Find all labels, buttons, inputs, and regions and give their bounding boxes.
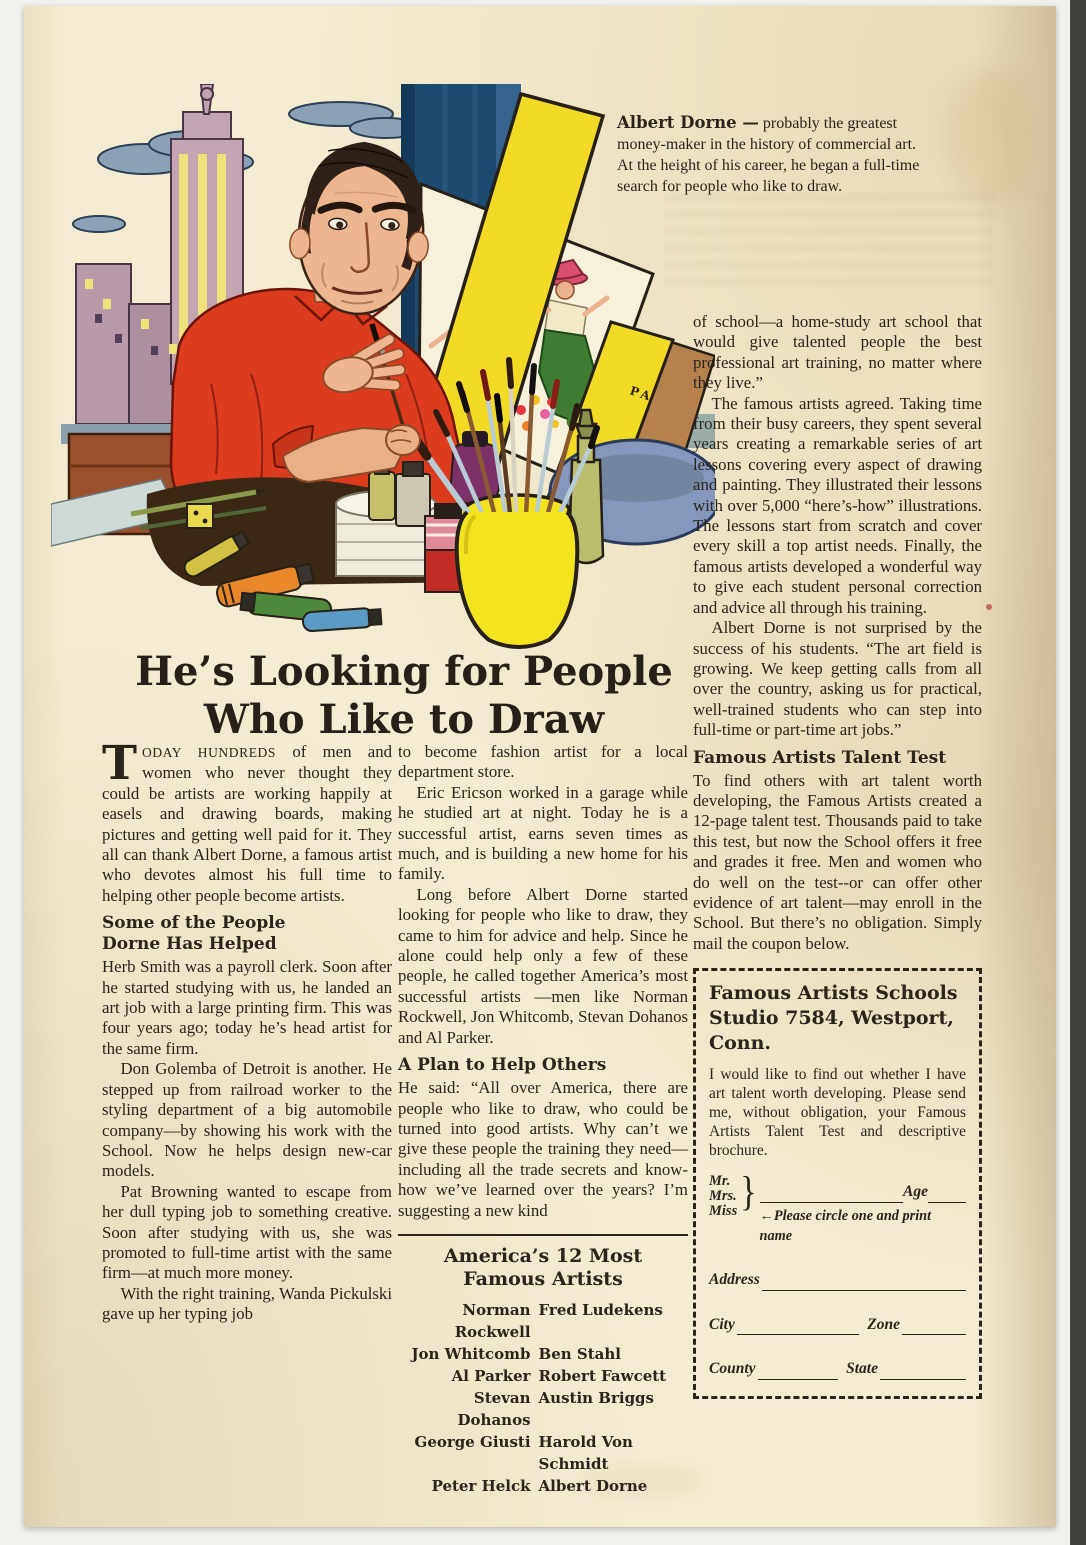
artist-row (398, 1343, 688, 1365)
county-label: County (709, 1360, 756, 1378)
pa-signature: PA (628, 383, 655, 405)
artist-name: Ben Stahl (538, 1344, 621, 1363)
column-right (693, 312, 982, 1399)
paragraph: Herb Smith was a payroll clerk. Soon after he started studying with us, he landed an art job with a large printing firm. This was four years ago; today he’s head artist for the same firm. (102, 957, 392, 1058)
photo-caption (617, 112, 933, 197)
paragraph: To find others with art talent worth developing, the Famous Artists created a 12-page talent test. Thousands paid to take this test, but now the School offers it free and grades it free. Men and women who do well on the test--or can offer other evidence of art talent—may enroll in the School. But there’s no obligation. Simply mail the coupon below. (693, 770, 982, 953)
artist-row (398, 1431, 688, 1475)
artist-name: Peter Helck (431, 1476, 531, 1495)
albert-dorne-illustration (51, 84, 715, 664)
subhead-line: Dorne Has Helped (102, 934, 277, 955)
dice-cube (187, 504, 213, 528)
advertisement-page (24, 6, 1056, 1527)
county-state-field-row (709, 1359, 966, 1379)
artist-name: Fred Ludekens (538, 1300, 663, 1319)
artist-name: Al Parker (451, 1366, 531, 1385)
city-blank-line (737, 1319, 859, 1335)
paper-stain (944, 66, 1034, 206)
name-blank-row (760, 1182, 966, 1202)
brush-jar (457, 512, 578, 647)
artist-row (398, 1387, 688, 1431)
prefix-mr: Mr. (709, 1173, 731, 1190)
state-label: State (846, 1360, 878, 1378)
city-zone-field-row (709, 1315, 966, 1335)
left-arrow-icon: ← (759, 1207, 774, 1224)
name-prefix-row (709, 1170, 966, 1246)
circle-instruction (760, 1206, 966, 1247)
paragraph (102, 736, 393, 906)
artist-name: Albert Dorne (538, 1476, 648, 1495)
artist-name: Austin Briggs (538, 1388, 654, 1407)
ink-speck (986, 604, 992, 610)
brace-glyph: } (740, 1170, 757, 1215)
prefix-mrs: Mrs. (709, 1188, 737, 1205)
artist-row (398, 1365, 688, 1387)
circle-note-text: Please circle one and print name (759, 1207, 932, 1244)
name-prefixes (709, 1174, 737, 1246)
paragraph: Albert Dorne is not surprised by the success of his students. “The art field is growing. We keep getting calls from all over the country, asking us for practical, well-trained students who can step into full-time or part-time art jobs.” (693, 618, 982, 740)
caption-body: probably the greatest money-maker in the history of commercial art. At the height of his career, he began a full-time search for people who like to draw. (617, 115, 920, 195)
city-label: City (709, 1315, 735, 1333)
coupon-title-line: Famous Artists Schools (709, 982, 958, 1005)
artist-name: Stevan Dohanos (457, 1388, 531, 1429)
section-subhead (102, 913, 392, 955)
paragraph: Long before Albert Dorne started looking for people who like to draw, they came to him for advice and help. Since he alone could help only a few of these people, he called together America’s most successful artists —men like Norman Rockwell, Jon Whitcomb, Stevan Dohanos and Al Parker. (398, 884, 688, 1047)
artists-table (398, 1299, 688, 1497)
column-left (102, 736, 393, 1325)
coupon-title-line: Studio 7584, Westport, Conn. (709, 1007, 954, 1055)
artist-name: Harold Von Schmidt (538, 1432, 633, 1473)
zone-label: Zone (867, 1315, 900, 1333)
paragraph: With the right training, Wanda Pickulski gave up her typing job (102, 1283, 392, 1324)
paragraph-text: of men and women who never thought they could be artists are working happily at easels and drawing boards, making pictures and getting well paid for it. They all can thank Albert Dorne, a famous artist who devotes almost his full time to helping other people become artists. (102, 742, 393, 905)
artist-name: Jon Whitcomb (411, 1344, 531, 1363)
paragraph: of school—a home-study art school that would give talented people the best professional art training, no matter where they live.” (693, 312, 982, 393)
paragraph: Eric Ericson worked in a garage while he studied art at night. Today he is a successful artist, earns seven times as much, and is building a new home for his family. (398, 782, 688, 884)
artist-row (398, 1299, 688, 1343)
coupon-body-text: I would like to find out whether I have art talent worth developing. Please send me, without obligation, your Famous Artists Talent Test and descriptive brochure. (709, 1066, 966, 1160)
subhead-line: Some of the People (102, 913, 286, 934)
artist-row (398, 1475, 688, 1497)
prefix-miss: Miss (709, 1203, 738, 1220)
coupon-title (709, 981, 966, 1056)
age-label: Age (903, 1183, 928, 1201)
famous-artists-list (398, 1234, 688, 1497)
paragraph: He said: “All over America, there are people who like to draw, who could be turned into good artists. Why can’t we give these people the training they need—including all the trade secrets and know-how we’ve learned over the years? I’m suggesting a new kind (398, 1078, 688, 1220)
age-blank-line (928, 1187, 966, 1203)
paragraph: to become fashion artist for a local department store. (398, 742, 688, 782)
artists-heading (398, 1245, 688, 1291)
page-title (84, 648, 724, 744)
headline-line2: Who Like to Draw (203, 696, 605, 743)
headline-line1: He’s Looking for People (135, 648, 673, 695)
artists-heading-line: America’s 12 Most (443, 1244, 643, 1267)
caption-lead: Albert Dorne — (617, 113, 759, 132)
name-line-area (760, 1174, 966, 1246)
county-blank-line (758, 1364, 839, 1380)
address-label: Address (709, 1271, 760, 1289)
zone-blank-line (902, 1319, 966, 1335)
small-caps-lead: ODAY HUNDREDS (141, 745, 277, 760)
drop-cap: T (102, 736, 137, 791)
mail-in-coupon (693, 968, 982, 1398)
artists-heading-line: Famous Artists (463, 1267, 623, 1290)
artist-name: Robert Fawcett (538, 1366, 667, 1385)
address-field-row (709, 1270, 966, 1290)
name-blank-line (760, 1187, 903, 1203)
address-blank-line (762, 1275, 966, 1291)
paragraph: Pat Browning wanted to escape from her dull typing job to something creative. Soon after studying with us, she was promoted to full-time artist with the same firm—at much more money. (102, 1181, 392, 1283)
paragraph: The famous artists agreed. Taking time from their busy careers, they spent several years creating a remarkable series of art lessons covering every aspect of drawing and painting. They illustrated their lessons with over 5,000 “here’s-how” illustrations. The lessons start from scratch and cover every skill a top artist needs. Finally, the famous artists developed a wonderful way to give each student personal correction and advice all through his training. (693, 393, 982, 617)
column-middle (398, 742, 688, 1497)
section-subhead: Famous Artists Talent Test (693, 747, 947, 768)
paragraph: Don Golemba of Detroit is another. He stepped up from railroad worker to the styling department of a big automobile company—by showing his work with the School. Now he helps design new-car models. (102, 1059, 392, 1181)
artist-name: George Giusti (414, 1432, 531, 1451)
section-subhead: A Plan to Help Others (398, 1055, 607, 1076)
artist-name: Norman Rockwell (454, 1300, 531, 1341)
state-blank-line (880, 1364, 966, 1380)
comic-spine-edge (1070, 0, 1086, 1545)
